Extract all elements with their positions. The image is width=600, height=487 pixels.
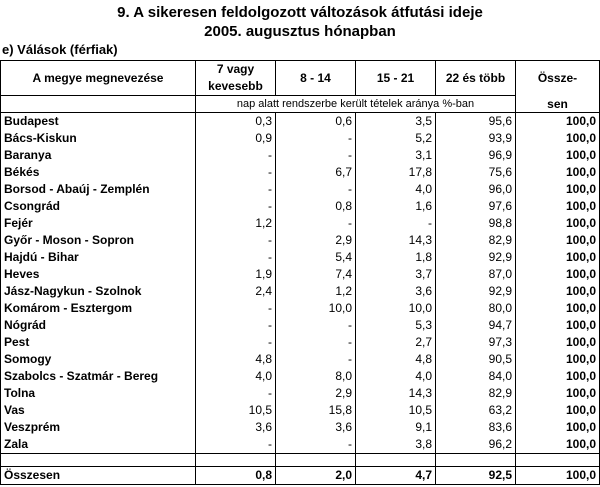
value-total-cell: 100,0 [516,266,600,283]
value-15-21-cell: 1,6 [356,198,436,215]
value-22-plus-cell: 96,2 [436,436,516,454]
value-7-or-less-cell: - [196,249,276,266]
value-7-or-less-cell: 3,6 [196,419,276,436]
value-22-plus-cell: 93,9 [436,130,516,147]
value-8-14-cell: - [276,334,356,351]
value-total-cell: 100,0 [516,113,600,131]
summary-8-14-cell: 2,0 [276,467,356,485]
value-7-or-less-cell: - [196,181,276,198]
county-name-cell: Komárom - Esztergom [1,300,196,317]
county-name-cell: Veszprém [1,419,196,436]
county-name-cell: Jász-Nagykun - Szolnok [1,283,196,300]
value-total-cell: 100,0 [516,249,600,266]
value-8-14-cell: - [276,181,356,198]
value-15-21-cell: 3,5 [356,113,436,131]
value-total-cell: 100,0 [516,164,600,181]
value-7-or-less-cell: 1,9 [196,266,276,283]
section-subtitle: e) Válások (férfiak) [2,42,118,57]
value-15-21-cell: 17,8 [356,164,436,181]
header-col5-line1: Össze- [516,61,600,96]
county-name-cell: Pest [1,334,196,351]
value-22-plus-cell: 80,0 [436,300,516,317]
summary-total-cell: 100,0 [516,467,600,485]
county-name-cell: Hajdú - Bihar [1,249,196,266]
value-22-plus-cell: 97,6 [436,198,516,215]
value-22-plus-cell: 94,7 [436,317,516,334]
table-row [1,402,600,419]
value-7-or-less-cell: 2,4 [196,283,276,300]
value-15-21-cell: 3,8 [356,436,436,454]
value-8-14-cell: 3,6 [276,419,356,436]
value-15-21-cell: - [356,215,436,232]
value-8-14-cell: - [276,317,356,334]
value-7-or-less-cell: - [196,436,276,454]
header-col2: 8 - 14 [276,61,356,96]
county-name-cell: Heves [1,266,196,283]
value-total-cell: 100,0 [516,368,600,385]
county-name-cell: Győr - Moson - Sopron [1,232,196,249]
header-col1-line1: 7 vagy [196,61,276,79]
header-col5-line2: sen [516,96,600,113]
value-22-plus-cell: 92,9 [436,249,516,266]
value-7-or-less-cell: - [196,334,276,351]
county-name-cell: Fejér [1,215,196,232]
summary-15-21-cell: 4,7 [356,467,436,485]
value-total-cell: 100,0 [516,283,600,300]
table-row [1,436,600,454]
table-row [1,283,600,300]
value-total-cell: 100,0 [516,385,600,402]
value-total-cell: 100,0 [516,181,600,198]
value-8-14-cell: 2,9 [276,385,356,402]
value-8-14-cell: 7,4 [276,266,356,283]
summary-row [1,467,600,485]
report-title: 9. A sikeresen feldolgozott változások átfutási ideje [117,4,483,21]
header-col3: 15 - 21 [356,61,436,96]
value-22-plus-cell: 83,6 [436,419,516,436]
value-15-21-cell: 5,3 [356,317,436,334]
header-col1-line2: kevesebb [196,78,276,96]
table-row [1,198,600,215]
value-15-21-cell: 10,0 [356,300,436,317]
value-8-14-cell: - [276,351,356,368]
county-name-cell: Zala [1,436,196,454]
table-row [1,215,600,232]
value-7-or-less-cell: 1,2 [196,215,276,232]
value-15-21-cell: 5,2 [356,130,436,147]
value-total-cell: 100,0 [516,351,600,368]
value-15-21-cell: 3,7 [356,266,436,283]
value-7-or-less-cell: - [196,147,276,164]
value-15-21-cell: 10,5 [356,402,436,419]
value-22-plus-cell: 82,9 [436,385,516,402]
value-total-cell: 100,0 [516,232,600,249]
county-name-cell: Nógrád [1,317,196,334]
value-8-14-cell: 8,0 [276,368,356,385]
value-8-14-cell: 5,4 [276,249,356,266]
table-row [1,181,600,198]
summary-22-plus-cell: 92,5 [436,467,516,485]
value-22-plus-cell: 82,9 [436,232,516,249]
value-22-plus-cell: 84,0 [436,368,516,385]
table-row [1,334,600,351]
county-name-cell: Somogy [1,351,196,368]
value-22-plus-cell: 75,6 [436,164,516,181]
county-name-cell: Baranya [1,147,196,164]
value-7-or-less-cell: - [196,164,276,181]
value-15-21-cell: 4,0 [356,368,436,385]
value-7-or-less-cell: - [196,232,276,249]
value-15-21-cell: 14,3 [356,385,436,402]
value-15-21-cell: 3,1 [356,147,436,164]
table-row [1,147,600,164]
value-7-or-less-cell: 4,0 [196,368,276,385]
county-name-cell: Csongrád [1,198,196,215]
value-8-14-cell: - [276,215,356,232]
value-7-or-less-cell: 0,9 [196,130,276,147]
value-8-14-cell: 1,2 [276,283,356,300]
table-row [1,130,600,147]
table-row [1,419,600,436]
county-name-cell: Vas [1,402,196,419]
value-22-plus-cell: 92,9 [436,283,516,300]
value-8-14-cell: - [276,436,356,454]
table-row [1,249,600,266]
table-row [1,266,600,283]
table-row [1,113,600,131]
table-row [1,232,600,249]
county-name-cell: Szabolcs - Szatmár - Bereg [1,368,196,385]
value-22-plus-cell: 87,0 [436,266,516,283]
value-15-21-cell: 4,0 [356,181,436,198]
value-15-21-cell: 9,1 [356,419,436,436]
value-15-21-cell: 14,3 [356,232,436,249]
table-row [1,368,600,385]
table-row [1,317,600,334]
value-total-cell: 100,0 [516,402,600,419]
table-row [1,351,600,368]
value-22-plus-cell: 95,6 [436,113,516,131]
county-name-cell: Tolna [1,385,196,402]
header-note: nap alatt rendszerbe került tételek aránya %-ban [196,96,516,113]
table-body [1,113,600,485]
header-col4: 22 és több [436,61,516,96]
table-row [1,385,600,402]
summary-name-cell: Összesen [1,467,196,485]
value-7-or-less-cell: - [196,300,276,317]
table-row [1,300,600,317]
value-8-14-cell: 0,8 [276,198,356,215]
value-7-or-less-cell: 0,3 [196,113,276,131]
value-total-cell: 100,0 [516,436,600,454]
value-8-14-cell: - [276,130,356,147]
value-total-cell: 100,0 [516,215,600,232]
value-22-plus-cell: 63,2 [436,402,516,419]
value-8-14-cell: 6,7 [276,164,356,181]
value-total-cell: 100,0 [516,130,600,147]
value-7-or-less-cell: - [196,198,276,215]
data-table [0,60,600,485]
value-8-14-cell: - [276,147,356,164]
value-total-cell: 100,0 [516,147,600,164]
value-7-or-less-cell: - [196,317,276,334]
value-8-14-cell: 10,0 [276,300,356,317]
spacer-row [1,454,600,467]
value-22-plus-cell: 96,0 [436,181,516,198]
header-county: A megye megnevezése [1,61,196,96]
value-total-cell: 100,0 [516,198,600,215]
value-8-14-cell: 15,8 [276,402,356,419]
value-7-or-less-cell: 4,8 [196,351,276,368]
value-22-plus-cell: 97,3 [436,334,516,351]
county-name-cell: Békés [1,164,196,181]
county-name-cell: Bács-Kiskun [1,130,196,147]
value-7-or-less-cell: 10,5 [196,402,276,419]
value-22-plus-cell: 90,5 [436,351,516,368]
value-8-14-cell: 0,6 [276,113,356,131]
value-15-21-cell: 2,7 [356,334,436,351]
table-row [1,164,600,181]
report-period: 2005. augusztus hónapban [204,23,396,40]
value-total-cell: 100,0 [516,334,600,351]
value-total-cell: 100,0 [516,419,600,436]
value-22-plus-cell: 98,8 [436,215,516,232]
summary-7-or-less-cell: 0,8 [196,467,276,485]
value-15-21-cell: 1,8 [356,249,436,266]
value-7-or-less-cell: - [196,385,276,402]
value-total-cell: 100,0 [516,300,600,317]
value-total-cell: 100,0 [516,317,600,334]
value-22-plus-cell: 96,9 [436,147,516,164]
value-8-14-cell: 2,9 [276,232,356,249]
value-15-21-cell: 3,6 [356,283,436,300]
county-name-cell: Budapest [1,113,196,131]
value-15-21-cell: 4,8 [356,351,436,368]
county-name-cell: Borsod - Abaúj - Zemplén [1,181,196,198]
